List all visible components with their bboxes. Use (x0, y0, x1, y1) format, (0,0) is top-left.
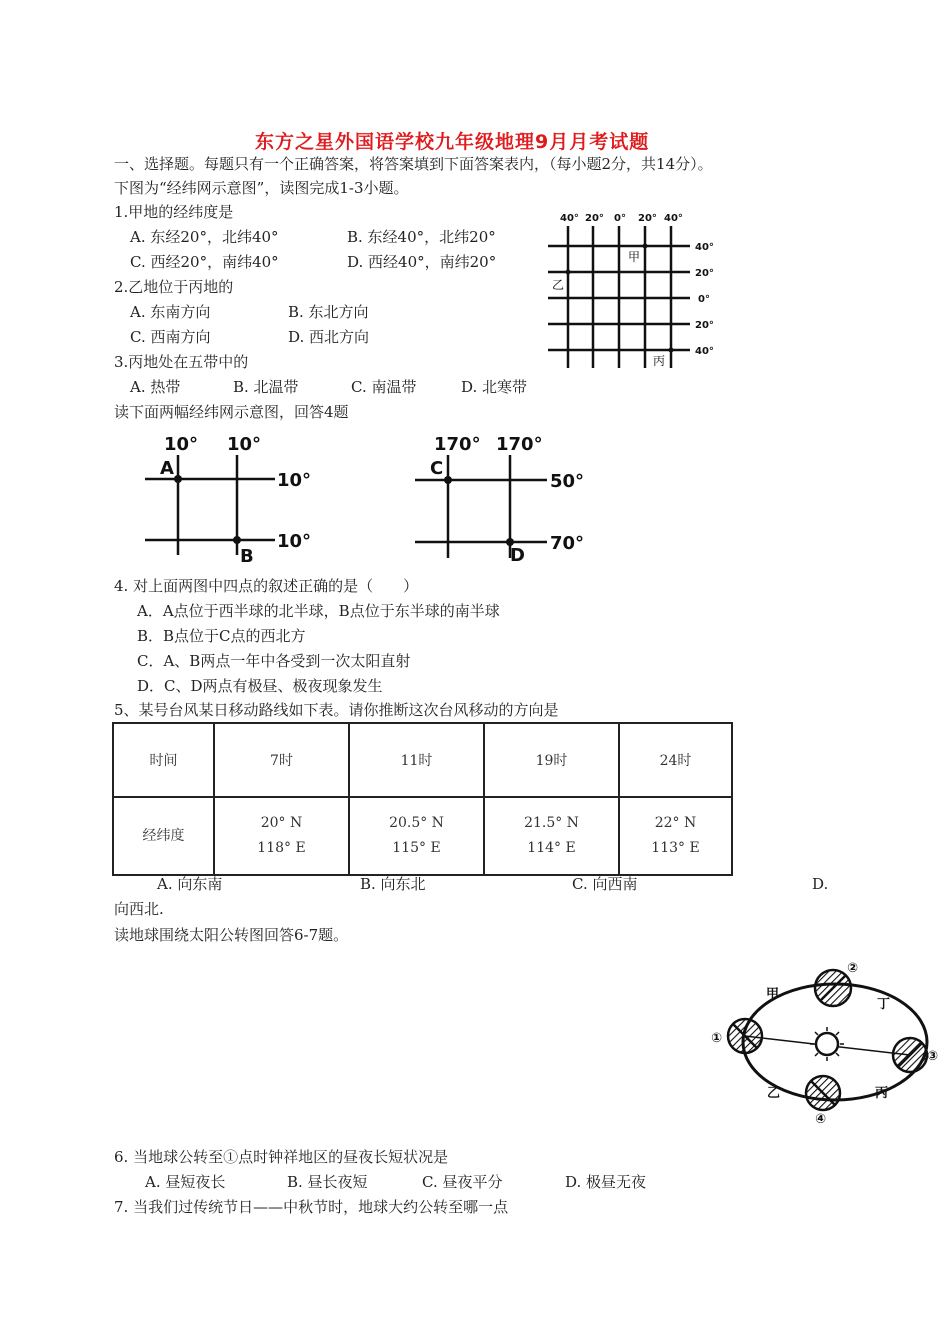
table-row (113, 723, 732, 797)
q4-option-c: C．A、B两点一年中各受到一次太阳直射 (137, 652, 411, 670)
grid-2-top-label-left: 10° (164, 434, 199, 455)
q6-option-c: C. 昼夜平分 (422, 1173, 503, 1191)
q5-option-a: A. 向东南 (157, 875, 223, 893)
point-jia-marker (643, 244, 648, 249)
typhoon-track-table (112, 722, 733, 876)
q5-option-c: C. 向西南 (572, 875, 638, 893)
grid-1-right-label: 20° (695, 320, 714, 331)
table-cell-coord (349, 797, 484, 875)
lat-lon-grid-2 (140, 430, 320, 565)
question-6-stem: 6. 当地球公转至①点时钟祥地区的昼夜长短状况是 (114, 1148, 449, 1166)
point-a-marker (174, 475, 182, 483)
latitude-value: 20.5° N (389, 815, 444, 831)
intro-text-6: 读地球围绕太阳公转图回答6-7题。 (114, 926, 349, 944)
point-c-label: C (430, 458, 444, 479)
grid-1-top-label: 40° (560, 213, 579, 224)
q3-option-b: B. 北温带 (233, 378, 299, 396)
sun-icon (810, 1027, 844, 1061)
point-yi-label: 乙 (552, 278, 565, 292)
q5-option-b: B. 向东北 (360, 875, 426, 893)
orbit-label-jia: 甲 (766, 987, 780, 1002)
table-cell-time: 7时 (214, 723, 349, 797)
earth-orbit-diagram (705, 960, 945, 1145)
grid-2-top-label-right: 10° (227, 434, 262, 455)
q2-option-a: A. 东南方向 (130, 303, 211, 321)
q4-option-a: A．A点位于西半球的北半球，B点位于东半球的南半球 (137, 602, 500, 620)
q3-option-a: A. 热带 (130, 378, 181, 396)
grid-1-lines (548, 226, 690, 368)
table-cell-time: 11时 (349, 723, 484, 797)
grid-1-top-label: 20° (638, 213, 657, 224)
point-d-label: D (510, 545, 525, 566)
grid-3-right-label-top: 50° (550, 471, 585, 492)
point-c-marker (444, 476, 452, 484)
grid-1-top-label: 40° (664, 213, 683, 224)
q4-option-b: B．B点位于C点的西北方 (137, 627, 306, 645)
q1-option-a: A. 东经20°，北纬40° (130, 228, 279, 246)
orbit-position-2-label: ② (847, 961, 859, 976)
q6-option-a: A. 昼短夜长 (145, 1173, 226, 1191)
q2-option-b: B. 东北方向 (288, 303, 369, 321)
point-bing-label: 丙 (653, 354, 666, 368)
orbit-position-4-label: ④ (815, 1112, 827, 1127)
q1-option-b: B. 东经40°，北纬20° (347, 228, 496, 246)
grid-2-right-label-bottom: 10° (277, 531, 312, 552)
question-1-stem: 1.甲地的经纬度是 (114, 203, 234, 221)
lat-lon-grid-1 (540, 208, 740, 378)
table-cell-coord (619, 797, 732, 875)
orbit-label-ding: 丁 (877, 997, 891, 1012)
grid-1-right-label: 20° (695, 268, 714, 279)
question-5-stem: 5、某号台风某日移动路线如下表。请你推断这次台风移动的方向是 (114, 701, 559, 719)
table-header-coord: 经纬度 (113, 797, 214, 875)
grid-2-right-label-top: 10° (277, 470, 312, 491)
page-title: 东方之星外国语学校九年级地理9月月考试题 (255, 131, 650, 153)
latitude-value: 21.5° N (524, 815, 579, 831)
q3-option-d: D. 北寒带 (461, 378, 528, 396)
orbit-label-bing: 丙 (875, 1086, 889, 1101)
q1-option-d: D. 西经40°，南纬20° (347, 253, 497, 271)
grid-1-top-label: 0° (614, 213, 626, 224)
q1-option-c: C. 西经20°，南纬40° (130, 253, 279, 271)
lat-lon-grid-3 (410, 430, 610, 575)
section-heading: 一、选择题。每题只有一个正确答案，将答案填到下面答案表内，（每小题2分，共14分）。 (114, 155, 713, 173)
grid-3-right-label-bottom: 70° (550, 533, 585, 554)
grid-3-top-label-left: 170° (434, 434, 481, 455)
latitude-value: 22° N (654, 815, 697, 831)
table-header-time: 时间 (113, 723, 214, 797)
table-row (113, 797, 732, 875)
q3-option-c: C. 南温带 (351, 378, 417, 396)
intro-text-1: 下图为“经纬网示意图”，读图完成1-3小题。 (114, 179, 409, 197)
latitude-value: 20° N (260, 815, 303, 831)
grid-1-right-label: 0° (698, 294, 710, 305)
point-yi-marker (566, 270, 571, 275)
intro-text-4: 读下面两幅经纬网示意图，回答4题 (114, 403, 349, 421)
grid-3-top-label-right: 170° (496, 434, 543, 455)
table-cell-time: 24时 (619, 723, 732, 797)
grid-1-right-label: 40° (695, 346, 714, 357)
point-jia-label: 甲 (628, 250, 641, 264)
table-cell-time: 19时 (484, 723, 619, 797)
q5-option-d: D. (812, 875, 829, 893)
longitude-value: 114° E (527, 840, 576, 856)
q2-option-c: C. 西南方向 (130, 328, 211, 346)
q5-option-d-continued: 向西北. (114, 900, 164, 918)
q6-option-b: B. 昼长夜短 (287, 1173, 368, 1191)
longitude-value: 113° E (651, 840, 700, 856)
question-7-stem: 7. 当我们过传统节日——中秋节时，地球大约公转至哪一点 (114, 1198, 509, 1216)
grid-1-top-label: 20° (585, 213, 604, 224)
orbit-position-1-label: ① (711, 1031, 723, 1046)
longitude-value: 115° E (392, 840, 441, 856)
point-b-marker (233, 536, 241, 544)
question-2-stem: 2.乙地位于丙地的 (114, 278, 234, 296)
q6-option-d: D. 极昼无夜 (565, 1173, 647, 1191)
point-bing-marker (669, 348, 674, 353)
orbit-position-3-label: ③ (927, 1049, 939, 1064)
q4-option-d: D．C、D两点有极昼、极夜现象发生 (137, 677, 383, 695)
question-4-stem: 4. 对上面两图中四点的叙述正确的是（ ） (114, 577, 419, 595)
point-b-label: B (240, 546, 254, 567)
orbit-label-yi: 乙 (767, 1086, 781, 1101)
question-3-stem: 3.丙地处在五带中的 (114, 353, 249, 371)
grid-1-right-label: 40° (695, 242, 714, 253)
longitude-value: 118° E (257, 840, 306, 856)
q2-option-d: D. 西北方向 (288, 328, 370, 346)
table-cell-coord (214, 797, 349, 875)
table-cell-coord (484, 797, 619, 875)
point-a-label: A (160, 458, 174, 479)
